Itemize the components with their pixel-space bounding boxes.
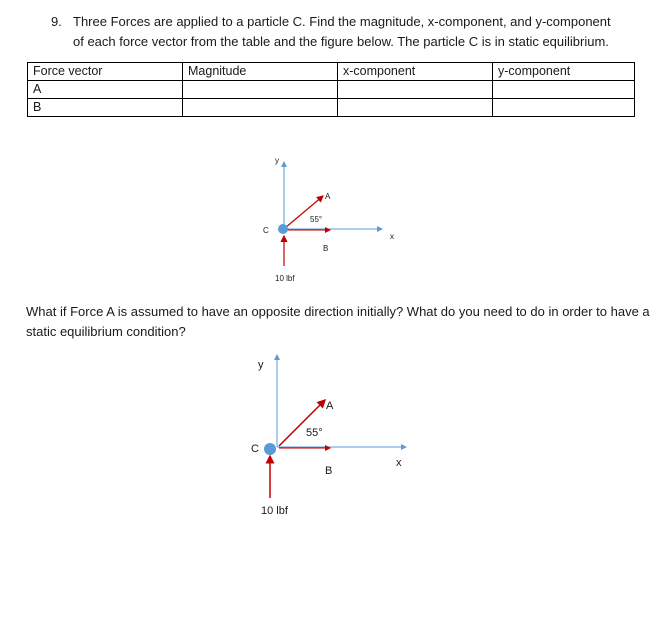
force-label-1: 10 lbf	[275, 274, 295, 283]
y-label-2: y	[258, 359, 264, 371]
force-a-arrow-2	[279, 400, 325, 446]
header-magnitude: Magnitude	[183, 63, 338, 81]
question-number: 9.	[51, 14, 62, 29]
angle-label-2: 55°	[306, 427, 323, 439]
b-label-2: B	[325, 465, 333, 477]
particle-c-2	[264, 443, 276, 455]
angle-label-1: 55°	[310, 215, 323, 224]
diagram-1	[263, 156, 394, 283]
a-label-2: A	[326, 400, 334, 412]
followup-question: What if Force A is assumed to have an opposite direction initially? What do you need to do in order to have a static equilibrium condition?	[26, 304, 650, 339]
header-x-component: x-component	[338, 63, 493, 81]
force-label-2: 10 lbf	[261, 505, 288, 517]
question-line-1: Three Forces are applied to a particle C. Find the magnitude, x-component, and y-component	[73, 14, 611, 29]
c-label-2: C	[251, 443, 259, 455]
a-label-1: A	[325, 192, 331, 201]
header-y-component: y-component	[493, 63, 635, 81]
header-force-vector: Force vector	[28, 63, 183, 81]
c-label-1: C	[263, 226, 269, 235]
diagram-2	[251, 355, 406, 517]
particle-c-1	[278, 224, 288, 234]
b-label-1: B	[323, 244, 329, 253]
row-b-label: B	[28, 99, 183, 117]
x-label-2: x	[396, 457, 402, 469]
question-line-2: of each force vector from the table and the figure below. The particle C is in static equilibrium.	[73, 34, 609, 49]
x-label-1: x	[390, 232, 394, 241]
row-a-label: A	[28, 81, 183, 99]
y-label-1: y	[275, 156, 279, 165]
